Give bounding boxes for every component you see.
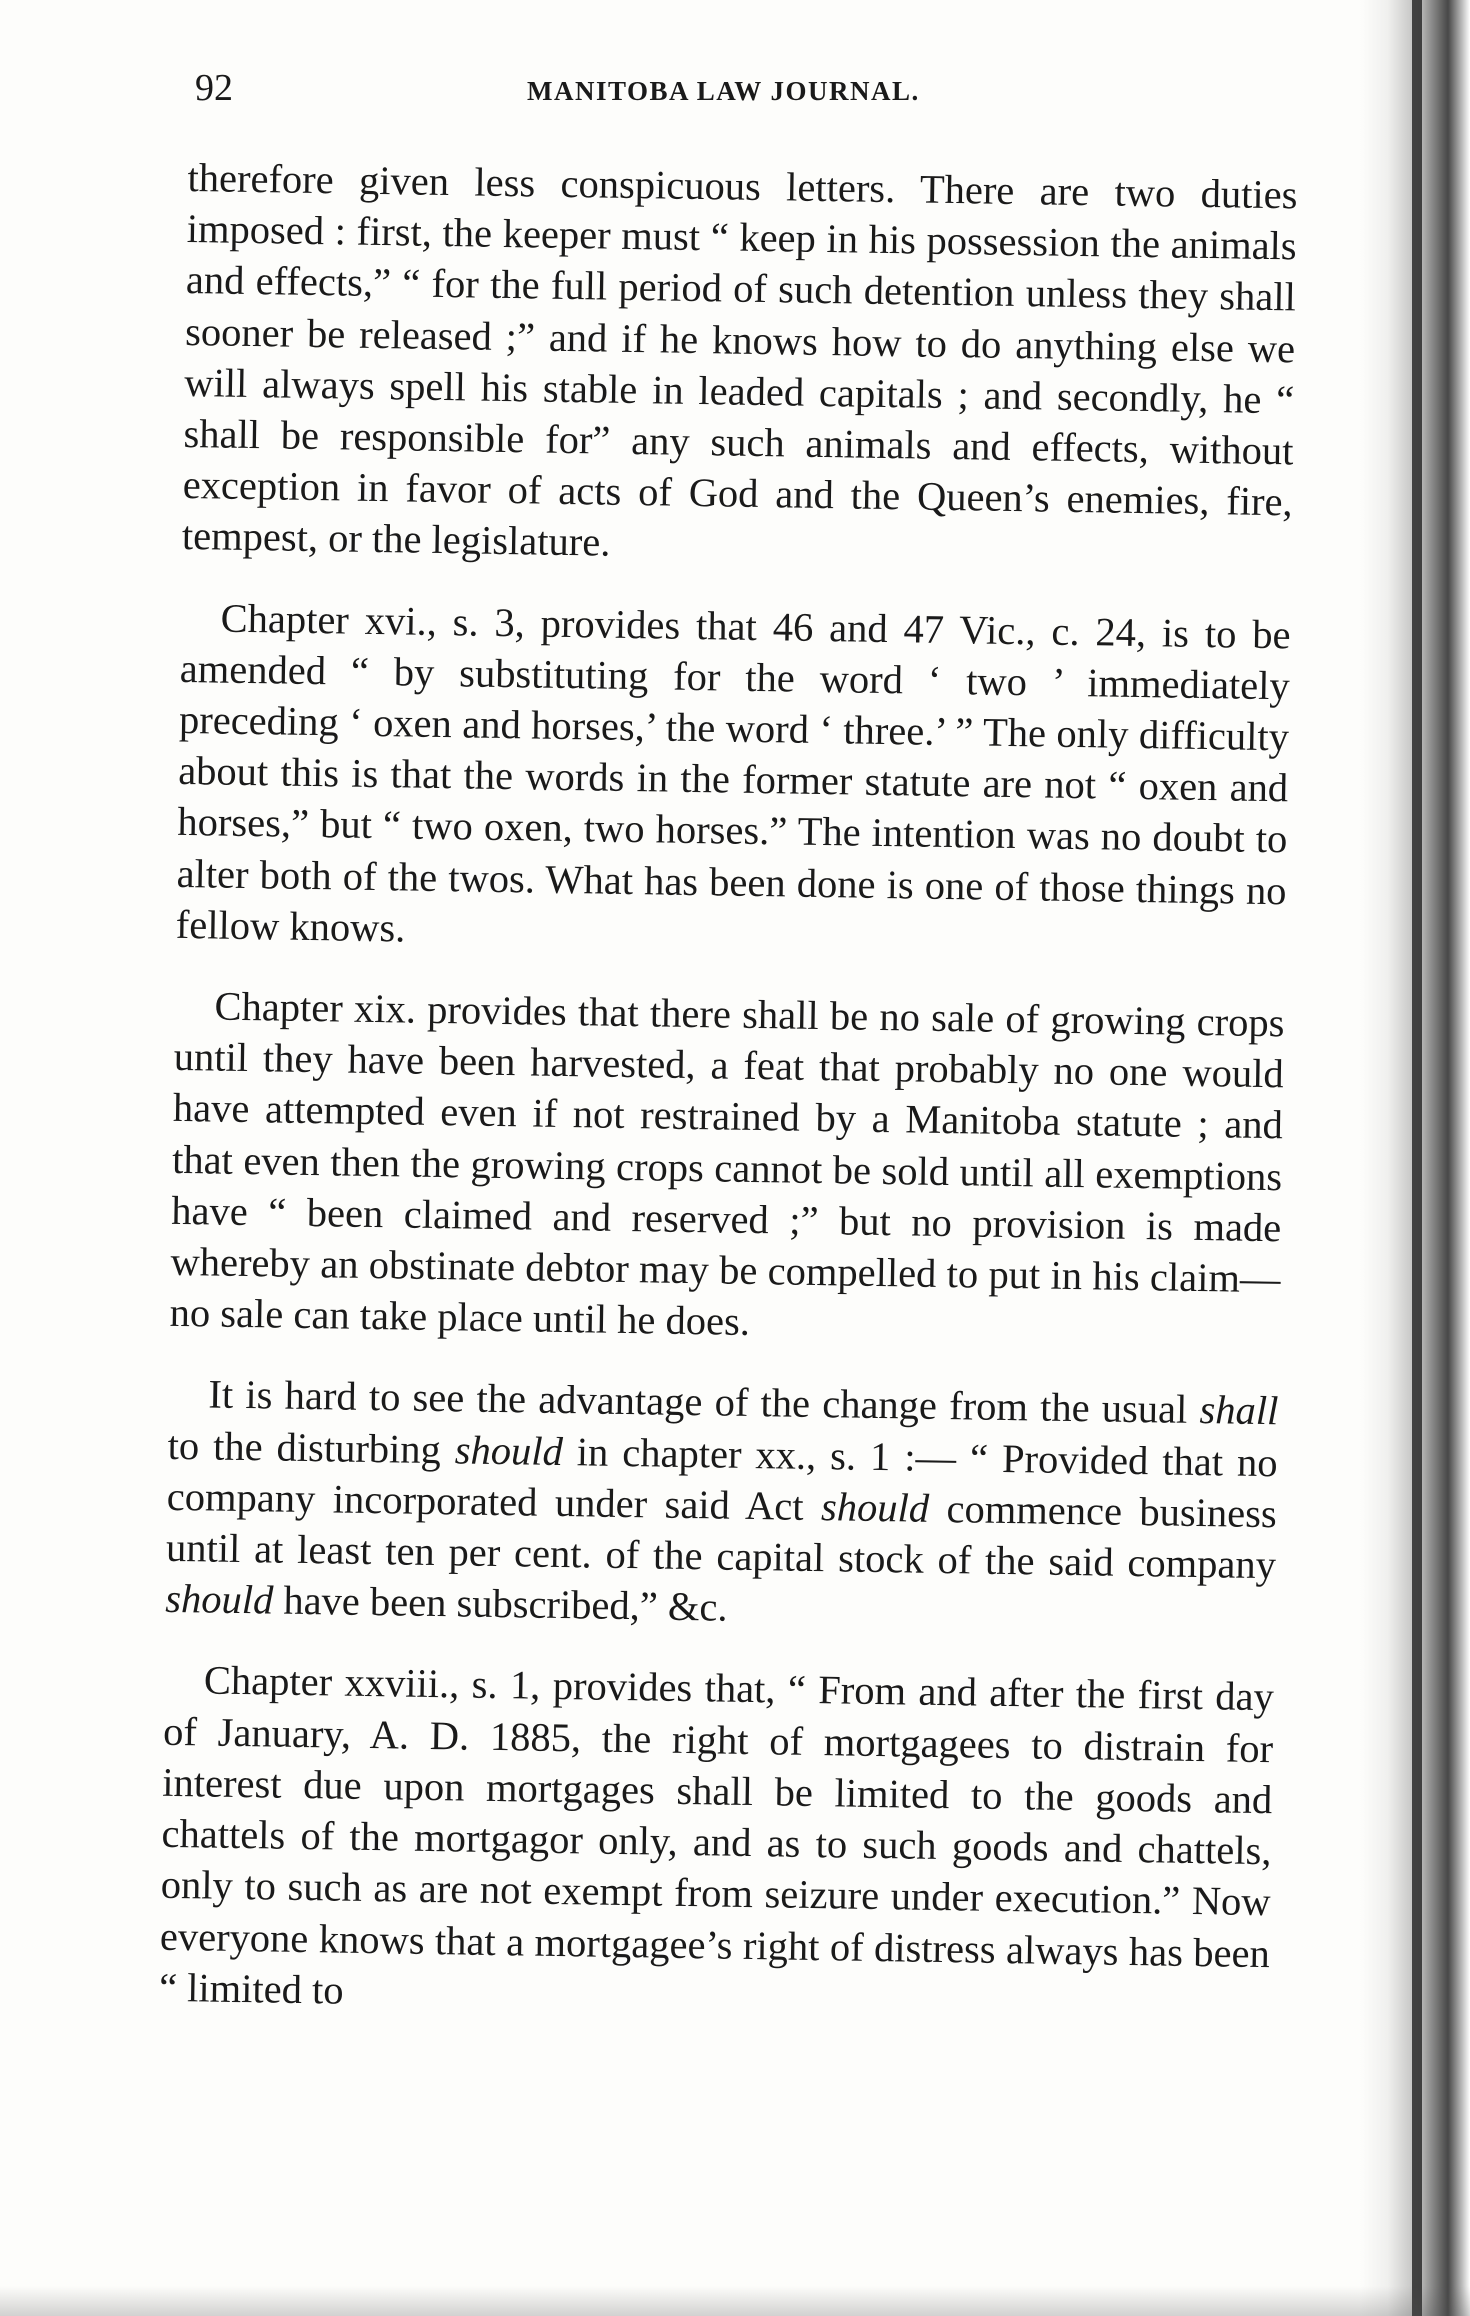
text-run: commence business until at least ten per cent. of the capital stock of the said company bbox=[165, 1485, 1278, 1588]
body-text bbox=[158, 152, 1298, 2060]
paragraph bbox=[182, 152, 1298, 579]
text-run: in chapter xx., s. 1 :— “ Provided that no company incorporated under said Act bbox=[166, 1428, 1278, 1529]
text-run: have been subscribed,” &c. bbox=[272, 1577, 728, 1630]
journal-title: MANITOBA LAW JOURNAL. bbox=[527, 76, 920, 106]
running-head bbox=[195, 62, 1315, 122]
italic-run: should bbox=[820, 1483, 930, 1531]
paragraph bbox=[169, 980, 1284, 1356]
text-run: It is hard to see the advantage of the change from the usual bbox=[208, 1371, 1200, 1433]
page-binding-edge bbox=[1412, 0, 1422, 2316]
text-run: Chapter xxviii., s. 1, provides that, “ From and after the first day of January, A. D. 1885, the right of mortgagees to distrain for interest due upon mortgages shall be limited to the goods and chattels of the mortgagor only, and as to such goods and chattels, only to such as are not exempt from seizure under execution.” Now everyone knows that a mortgagee’s right of distress always has been “ limited to bbox=[158, 1657, 1275, 2013]
italic-run: shall bbox=[1199, 1387, 1279, 1434]
italic-run: should bbox=[454, 1427, 564, 1474]
text-run: Chapter xvi., s. 3, provides that 46 and 47 Vic., c. 24, is to be amended “ by substituting for the word ‘ two ’ immediately preceding ‘ oxen and horses,’ the word ‘ three.’ ” The only difficulty about this is that the words in the former statute are not “ oxen and horses,” but “ two oxen, two horses.” The intention was no doubt to alter both of the twos. What has been done is one of those things no fellow knows. bbox=[175, 595, 1291, 951]
text-run: Chapter xix. provides that there shall be no sale of growing crops until they have been harvested, a feat that probably no one would have attempted even if not restrained by a Manitoba statute ; and that even then the growing crops cannot be sold until all exemptions have “ been claimed and reserved ;” but no provision is made whereby an obstinate debtor may be compelled to put in his claim—no sale can take place until he does. bbox=[169, 983, 1285, 1345]
paragraph bbox=[165, 1368, 1279, 1641]
italic-run: should bbox=[164, 1576, 274, 1623]
text-run: therefore given less conspicuous letters. There are two duties imposed : first, the keeper must “ keep in his possession the animals and effects,” “ for the full period of such detention unless they shall sooner be released ;” and if he knows how to do anything else we will always spell his stable in leaded capitals ; and secondly, he “ shall be responsible for” any such animals and effects, without exception in favor of acts of God and the Queen’s enemies, fire, tempest, or the legislature. bbox=[181, 154, 1298, 566]
text-run: to the disturbing bbox=[167, 1422, 456, 1473]
paragraph bbox=[159, 1654, 1274, 2030]
paragraph bbox=[175, 592, 1290, 968]
page-number: 92 bbox=[195, 67, 233, 109]
page-bottom-shadow bbox=[0, 2286, 1470, 2316]
